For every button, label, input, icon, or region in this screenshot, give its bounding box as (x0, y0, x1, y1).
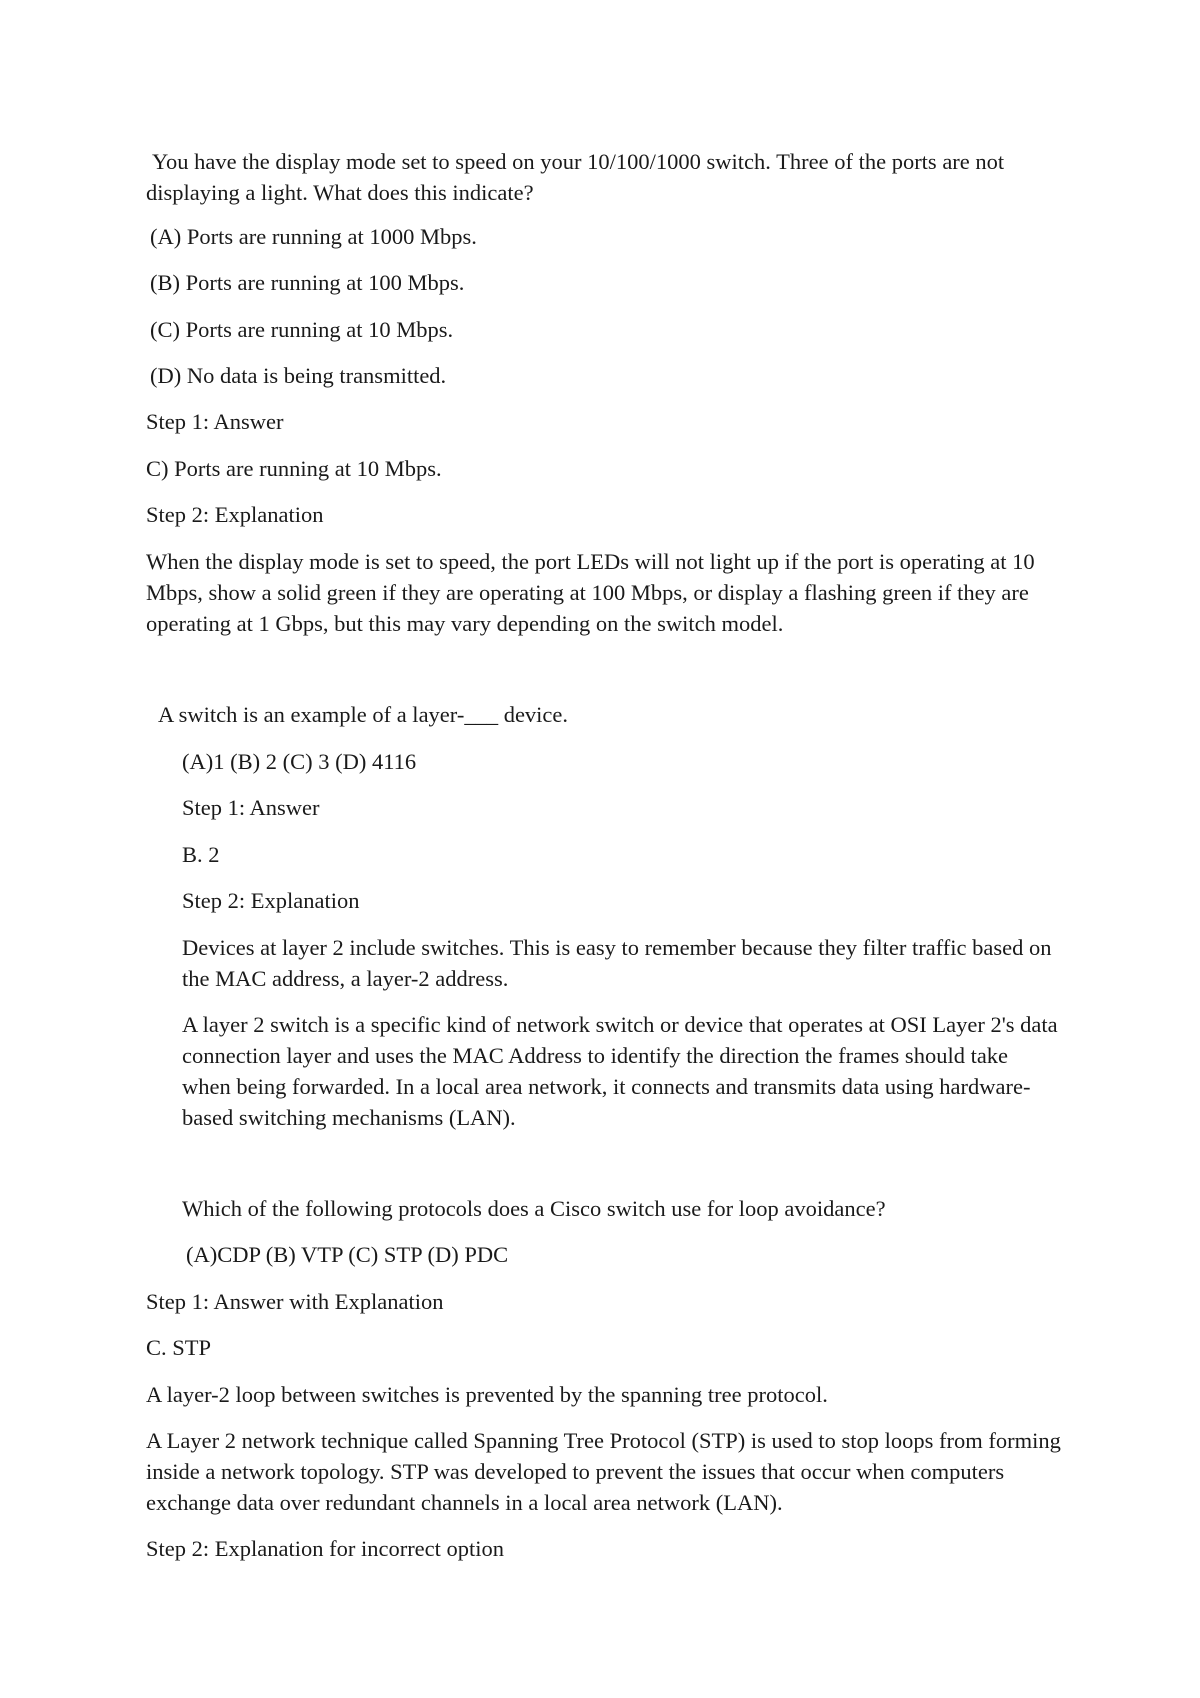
question3-options: (A)CDP (B) VTP (C) STP (D) PDC (186, 1242, 509, 1267)
question1-answer: C) Ports are running at 10 Mbps. (146, 456, 442, 481)
question1-option-b: (B) Ports are running at 100 Mbps. (150, 270, 465, 295)
question2-step2-label: Step 2: Explanation (182, 888, 360, 913)
question1-option-a: (A) Ports are running at 1000 Mbps. (150, 224, 477, 249)
question3-explanation-2: A Layer 2 network technique called Spanning Tree Protocol (STP) is used to stop loops from forming inside a network topology. STP was developed to prevent the issues that occur when computers exchange data over redundant channels in a local area network (LAN). (146, 1428, 1061, 1515)
question3-prompt: Which of the following protocols does a Cisco switch use for loop avoidance? (182, 1196, 886, 1221)
question1-prompt: You have the display mode set to speed on your 10/100/1000 switch. Three of the ports are not displaying a light. What does this indicate? (146, 149, 1005, 205)
question3-step1-label: Step 1: Answer with Explanation (146, 1289, 444, 1314)
question2-prompt: A switch is an example of a layer-___ device. (158, 702, 569, 727)
question3-step2-label: Step 2: Explanation for incorrect option (146, 1536, 505, 1561)
question1-option-d: (D) No data is being transmitted. (150, 363, 447, 388)
question2-explanation-2: A layer 2 switch is a specific kind of network switch or device that operates at OSI Layer 2's data connection layer and uses the MAC Address to identify the direction the frames should take when being forwarded. In a local area network, it connects and transmits data using hardware-based switching mechanisms (LAN). (182, 1012, 1058, 1130)
question1-step1-label: Step 1: Answer (146, 409, 284, 434)
question3-answer: C. STP (146, 1335, 212, 1360)
question1-step2-label: Step 2: Explanation (146, 502, 324, 527)
question2-step1-label: Step 1: Answer (182, 795, 320, 820)
question2-options: (A)1 (B) 2 (C) 3 (D) 4116 (182, 749, 417, 774)
question2-answer: B. 2 (182, 842, 220, 867)
question3-explanation-1: A layer-2 loop between switches is prevented by the spanning tree protocol. (146, 1382, 828, 1407)
question1-explanation: When the display mode is set to speed, the port LEDs will not light up if the port is operating at 10 Mbps, show a solid green if they are operating at 100 Mbps, or display a flashing green if they are operating at 1 Gbps, but this may vary depending on the switch model. (146, 549, 1035, 636)
question1-option-c: (C) Ports are running at 10 Mbps. (150, 317, 454, 342)
question2-explanation-1: Devices at layer 2 include switches. This is easy to remember because they filter traffic based on the MAC address, a layer-2 address. (182, 935, 1052, 991)
